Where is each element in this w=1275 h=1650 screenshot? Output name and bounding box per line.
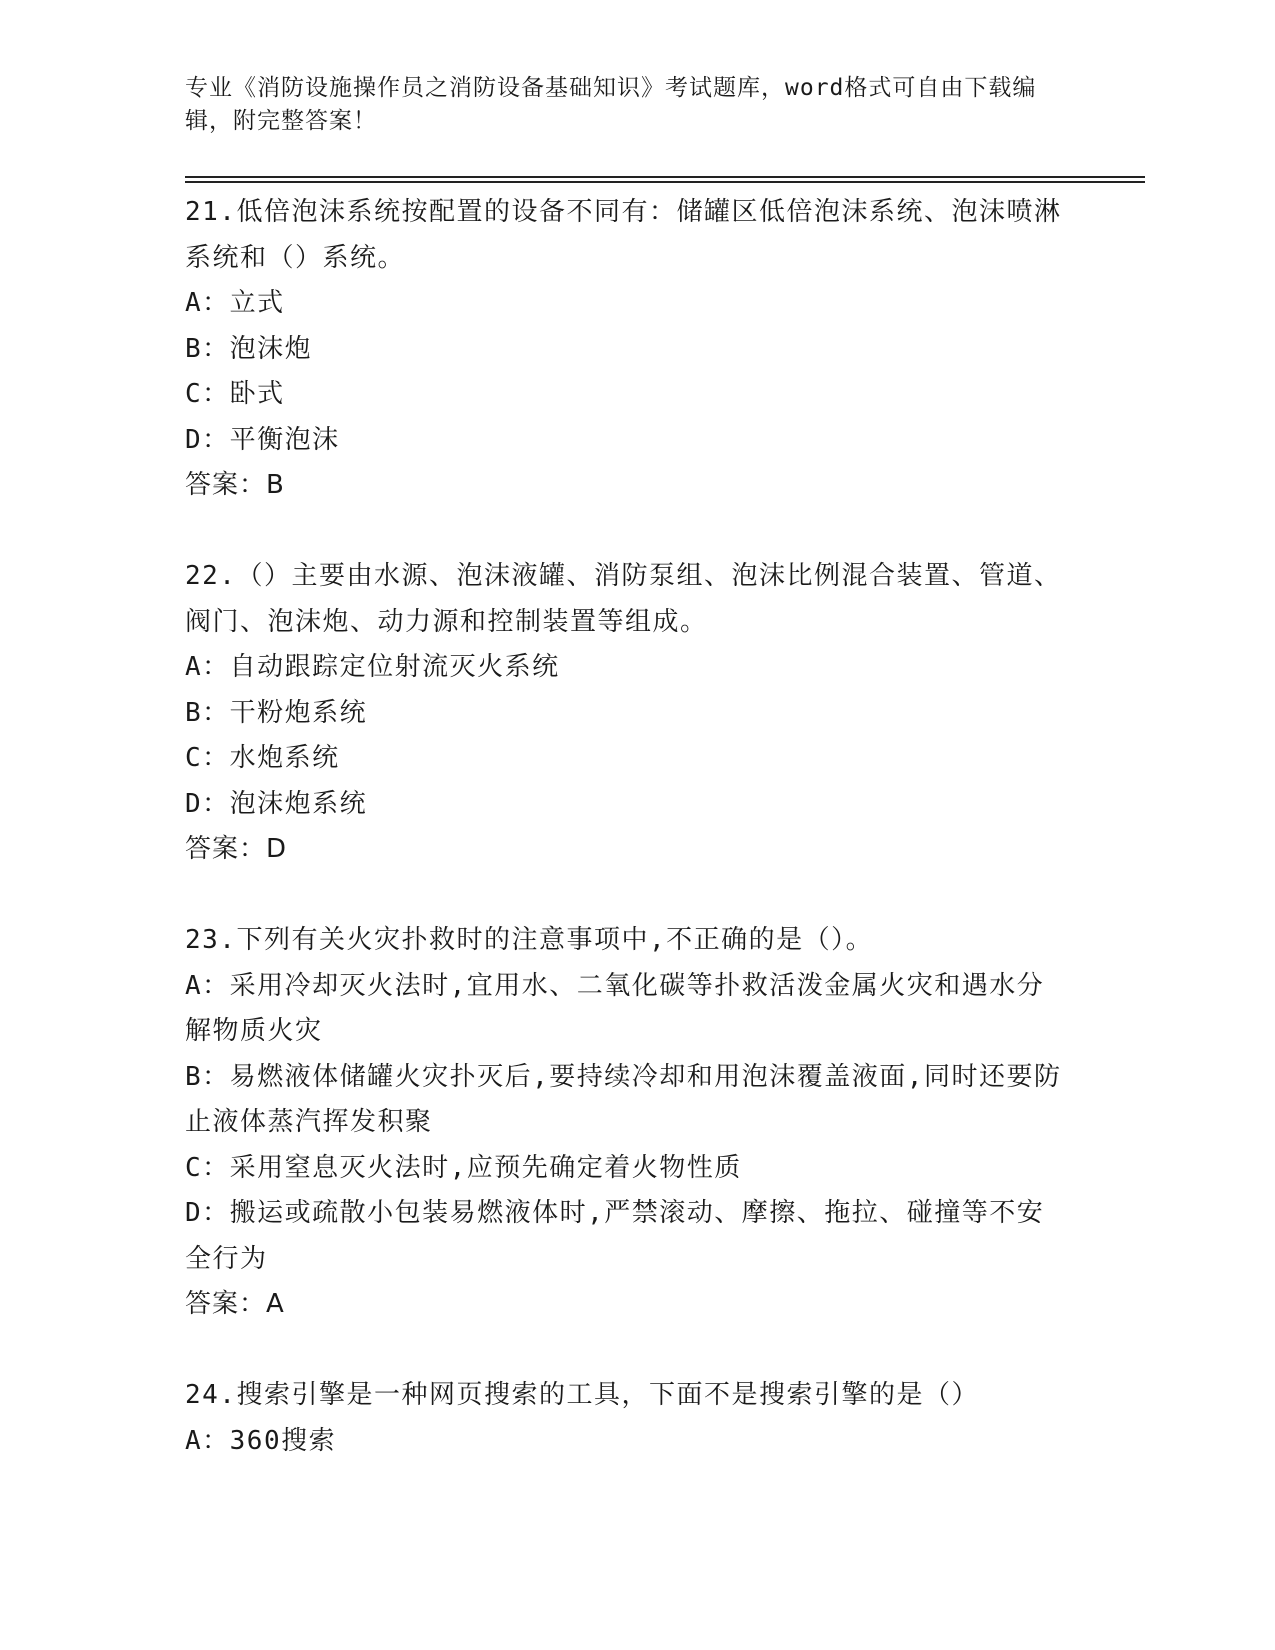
answer-label: 答案：B	[185, 470, 285, 500]
option-b: B：泡沫炮	[185, 333, 313, 364]
question-23	[185, 918, 1065, 1328]
question-spacer	[185, 873, 1065, 919]
answer-label: 答案：A	[185, 1289, 285, 1319]
option-a: A：自动跟踪定位射流灭火系统	[185, 652, 560, 682]
question-stem: 22.（）主要由水源、泡沫液罐、消防泵组、泡沫比例混合装置、管道、阀门、泡沫炮、动力源和控制装置等组成。	[185, 561, 1062, 637]
option-d: D：泡沫炮系统	[185, 788, 368, 819]
option-a: A：立式	[185, 288, 285, 318]
option-c: C：卧式	[185, 379, 285, 409]
option-a: A：360搜索	[185, 1425, 337, 1456]
document-header: 专业《消防设施操作员之消防设备基础知识》考试题库，word格式可自由下载编辑，附完整答案！	[185, 75, 1037, 134]
question-22	[185, 554, 1065, 873]
option-d: D：搬运或疏散小包装易燃液体时,严禁滚动、摩擦、拖拉、碰撞等不安全行为	[185, 1198, 1045, 1274]
question-21	[185, 190, 1065, 509]
question-stem: 21.低倍泡沫系统按配置的设备不同有：储罐区低倍泡沫系统、泡沫喷淋系统和（）系统。	[185, 197, 1062, 273]
option-d: D：平衡泡沫	[185, 424, 340, 455]
answer-label: 答案：D	[185, 834, 288, 864]
option-b: B：易燃液体储罐火灾扑灭后,要持续冷却和用泡沫覆盖液面,同时还要防止液体蒸汽挥发积聚	[185, 1061, 1062, 1137]
option-c: C：采用窒息灭火法时,应预先确定着火物性质	[185, 1152, 742, 1183]
question-stem: 23.下列有关火灾扑救时的注意事项中,不正确的是（）。	[185, 925, 874, 955]
question-list	[185, 190, 1065, 1464]
header-divider-top	[185, 176, 1145, 178]
question-stem: 24.搜索引擎是一种网页搜索的工具，下面不是搜索引擎的是（）	[185, 1380, 979, 1410]
option-c: C：水炮系统	[185, 743, 340, 773]
header-divider-bottom	[185, 181, 1145, 183]
option-b: B：干粉炮系统	[185, 697, 368, 728]
option-a: A：采用冷却灭火法时,宜用水、二氧化碳等扑救活泼金属火灾和遇水分解物质火灾	[185, 970, 1045, 1046]
question-spacer	[185, 509, 1065, 555]
question-spacer	[185, 1328, 1065, 1374]
question-24	[185, 1373, 1065, 1464]
